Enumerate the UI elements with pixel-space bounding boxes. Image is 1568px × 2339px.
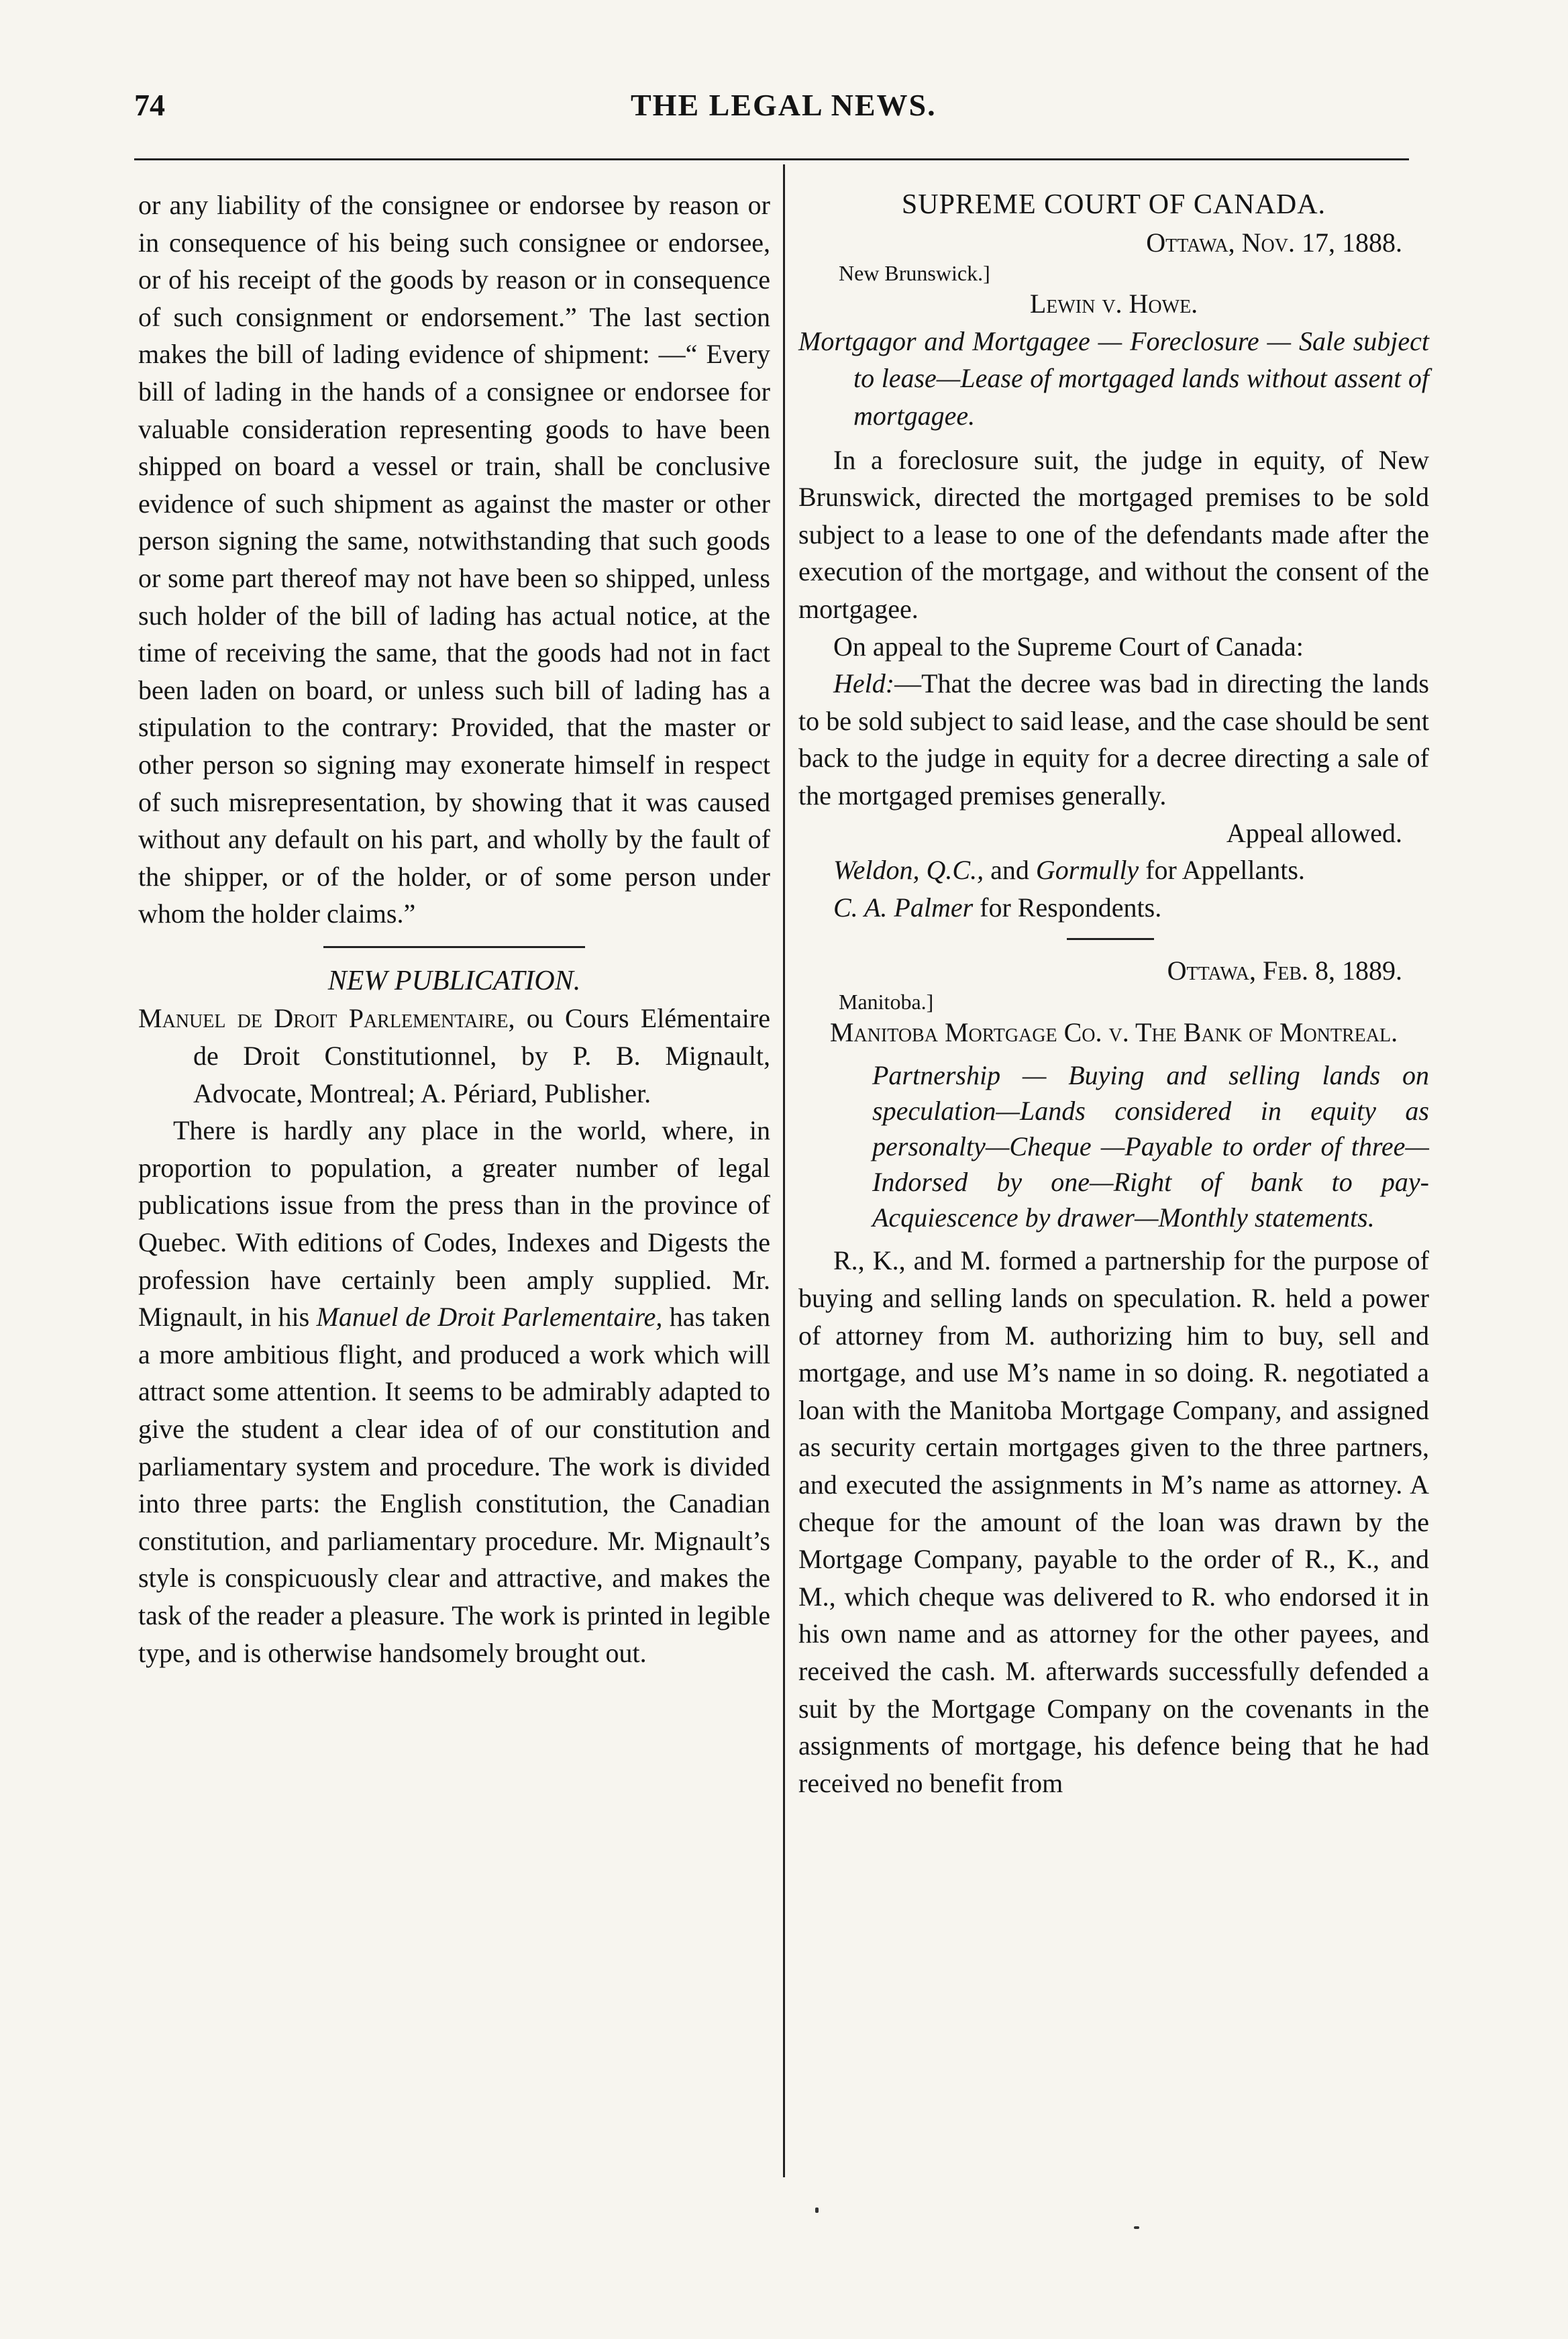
case1-holding: [798, 665, 1429, 814]
held-text: —That the decree was bad in directing the lands to be sold subject to said lease, and the case should be sent back to the judge in equity for a decree directing a sale of the mortgaged premises generally.: [798, 668, 1429, 811]
counsel-name: C. A. Palmer: [833, 892, 974, 923]
case1-facts: In a foreclosure suit, the judge in equity, of New Brunswick, directed the mortgaged premises to be sold subject to a lease to one of the defendants made after the execution of the mortgage, and without the consent of the mortgagee.: [798, 444, 1429, 624]
review-text-start: There is hardly any place in the world, where, in proportion to population, a greater number of legal publications issue from the press than in the province of Quebec. With editions of Codes, Indexes and Digests the profession have certainly been amply supplied. Mr. Mignault, in his: [138, 1115, 770, 1333]
print-speck: [815, 2207, 819, 2213]
counsel-role: for Respondents.: [973, 892, 1162, 923]
case2-province: Manitoba.]: [839, 989, 934, 1014]
case-separator-rule: [1067, 938, 1154, 940]
running-title: THE LEGAL NEWS.: [631, 88, 937, 122]
print-speck: [1134, 2226, 1139, 2229]
case2-title: Manitoba Mortgage Co. v. The Bank of Montreal.: [829, 1017, 1398, 1047]
counsel-name: Weldon, Q.C.,: [833, 855, 984, 886]
right-column: [798, 187, 1429, 1802]
publication-details: ou Cours Elémentaire de Droit Constitutionnel, by P. B. Mignault, Advocate, Montreal; A. Périard, Publisher.: [193, 1003, 770, 1108]
publication-citation: [138, 1000, 770, 1112]
review-text-end: has taken a more ambitious flight, and produced a work which will attract some attention. It seems to be admirably adapted to give the student a clear idea of of our constitution and parliamentary system and procedure. The work is divided into three parts: the English constitution, the Canadian constitution, and parliamentary procedure. Mr. Mignault’s style is conspicuously clear and attractive, and makes the task of the reader a pleasure. The work is printed in legible type, and is otherwise handsomely brought out.: [138, 1302, 770, 1668]
column-divider: [783, 164, 785, 2177]
case2-facts: R., K., and M. formed a partnership for the purpose of buying and selling lands on speculation. R. held a power of attorney from M. authorizing him to buy, sell and mortgage, and use M’s name in so doing. R. negotiated a loan with the Manitoba Mortgage Company, and assigned as security certain mortgages given to the three partners, and executed the assignments in M’s name as attorney. A cheque for the amount of the loan was drawn by the Mortgage Company, payable to the order of R., K., and M., which cheque was delivered to R. who endorsed it in his own name and as attorney for the other payees, and received the cash. M. afterwards successfully defended a suit by the Mortgage Company on the covenants in the assignments of mortgage, his defence being that he had received no benefit from: [798, 1245, 1429, 1798]
case1-counsel-appellants: [798, 851, 1429, 889]
case1-appeal: On appeal to the Supreme Court of Canada:: [833, 631, 1304, 662]
page-number: 74: [134, 88, 165, 122]
court-heading: SUPREME COURT OF CANADA.: [901, 189, 1326, 220]
case1-title: Lewin v. Howe.: [1029, 289, 1198, 319]
case1-headnote: Mortgagor and Mortgagee — Foreclosure — Sale subject to lease—Lease of mortgaged lands without assent of mortgagee.: [798, 325, 1429, 431]
review-book-title: Manuel de Droit Parlementaire,: [316, 1302, 663, 1333]
continued-paragraph: or any liability of the consignee or endorsee by reason or in consequence of his being such consignee or endorsee, or of his receipt of the goods by reason or in consequence of such consignment or endorsement.” The last section makes the bill of lading evidence of shipment: —“ Every bill of lading in the hands of a consignee or endorsee for valuable consideration representing goods to have been shipped on board a vessel or train, shall be conclusive evidence of such shipment as against the master or other person signing the same, notwithstanding that such goods or some part thereof may not have been so shipped, unless such holder of the bill of lading has actual notice, at the time of receiving the same, that the goods had not in fact been laden on board, or unless such bill of lading has a stipulation to the contrary: Provided, that the master or other person so signing may exonerate himself in respect of such misrepresentation, by showing that it was caused without any default on his part, and wholly by the fault of the shipper, or of the holder, or of some person under whom the holder claims.”: [138, 190, 770, 929]
held-label: Held:: [833, 668, 895, 699]
header-rule: [134, 158, 1409, 160]
publication-title: Manuel de Droit Parlementaire,: [138, 1003, 515, 1034]
counsel-role: for Appellants.: [1139, 855, 1305, 886]
page-header: [134, 87, 1409, 141]
section-rule: [323, 946, 585, 948]
counsel-joiner: and: [984, 855, 1036, 886]
case1-dateline: Ottawa, Nov. 17, 1888.: [1146, 227, 1402, 258]
review-paragraph: [138, 1112, 770, 1671]
left-column: [138, 187, 770, 1671]
case2-headnote: Partnership — Buying and selling lands on speculation—Lands considered in equity as personalty—Cheque —Payable to order of three—Indorsed by one—Right of bank to pay-Acquiescence by drawer—Monthly statements.: [872, 1060, 1429, 1233]
counsel-name: Gormully: [1035, 855, 1139, 886]
case1-counsel-respondents: [798, 889, 1429, 927]
case2-dateline: Ottawa, Feb. 8, 1889.: [1167, 955, 1402, 986]
case1-disposition: Appeal allowed.: [1226, 817, 1402, 848]
case1-province: New Brunswick.]: [839, 261, 990, 286]
section-heading-new-publication: NEW PUBLICATION.: [327, 965, 581, 996]
